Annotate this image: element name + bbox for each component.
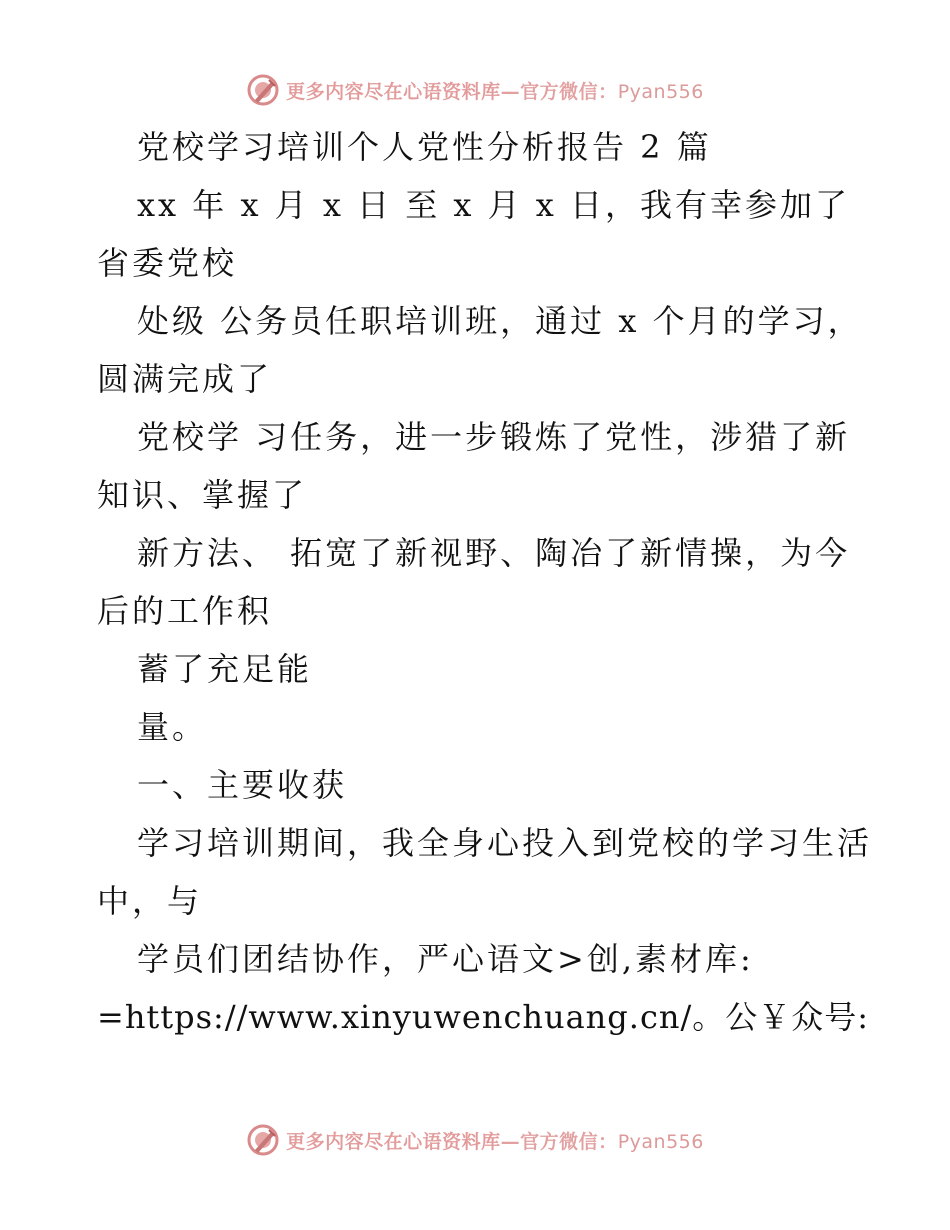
paragraph-line: 后的工作积	[97, 592, 273, 630]
paragraph-line: 圆满完成了	[97, 360, 273, 398]
pen-seal-logo-icon	[246, 73, 280, 107]
document-body	[97, 118, 873, 1046]
watermark-brand: 更多内容尽在心语资料库	[286, 1130, 501, 1153]
paragraph-line: 量。	[137, 708, 208, 746]
watermark-account: Pyan556	[617, 1130, 704, 1153]
paragraph-line: 学员们团结协作，严心语文>创,素材库:	[137, 940, 754, 978]
watermark-official: 官方微信：	[520, 1130, 618, 1153]
header-watermark	[0, 70, 950, 110]
url-line: =https://www.xinyuwenchuang.cn/。公￥众号:	[97, 998, 870, 1036]
watermark-official: 官方微信：	[520, 80, 618, 103]
section-heading: 一、主要收获	[137, 766, 348, 804]
paragraph-line: 知识、掌握了	[97, 476, 308, 514]
paragraph-line: xx 年 x 月 x 日 至 x 月 x 日，我有幸参加了	[137, 186, 851, 224]
watermark-text	[286, 1127, 704, 1154]
watermark-brand: 更多内容尽在心语资料库	[286, 80, 501, 103]
paragraph-line: 中，与	[97, 882, 203, 920]
watermark-group	[246, 1123, 704, 1157]
paragraph-line: 学习培训期间，我全身心投入到党校的学习生活	[137, 824, 873, 862]
paragraph-line: 省委党校	[97, 244, 238, 282]
paragraph-line: 党校学 习任务，进一步锻炼了党性，涉猎了新	[137, 418, 851, 456]
pen-seal-logo-icon	[246, 1123, 280, 1157]
watermark-separator: —	[500, 80, 521, 103]
document-title: 党校学习培训个人党性分析报告 2 篇	[137, 128, 712, 166]
paragraph-line: 蓄了充足能	[137, 650, 313, 688]
watermark-text	[286, 77, 704, 104]
footer-watermark	[0, 1120, 950, 1160]
watermark-account: Pyan556	[617, 80, 704, 103]
paragraph-line: 新方法、 拓宽了新视野、陶冶了新情操，为今	[137, 534, 851, 572]
watermark-group	[246, 73, 704, 107]
paragraph-line: 处级 公务员任职培训班，通过 x 个月的学习，	[137, 302, 863, 340]
watermark-separator: —	[500, 1130, 521, 1153]
